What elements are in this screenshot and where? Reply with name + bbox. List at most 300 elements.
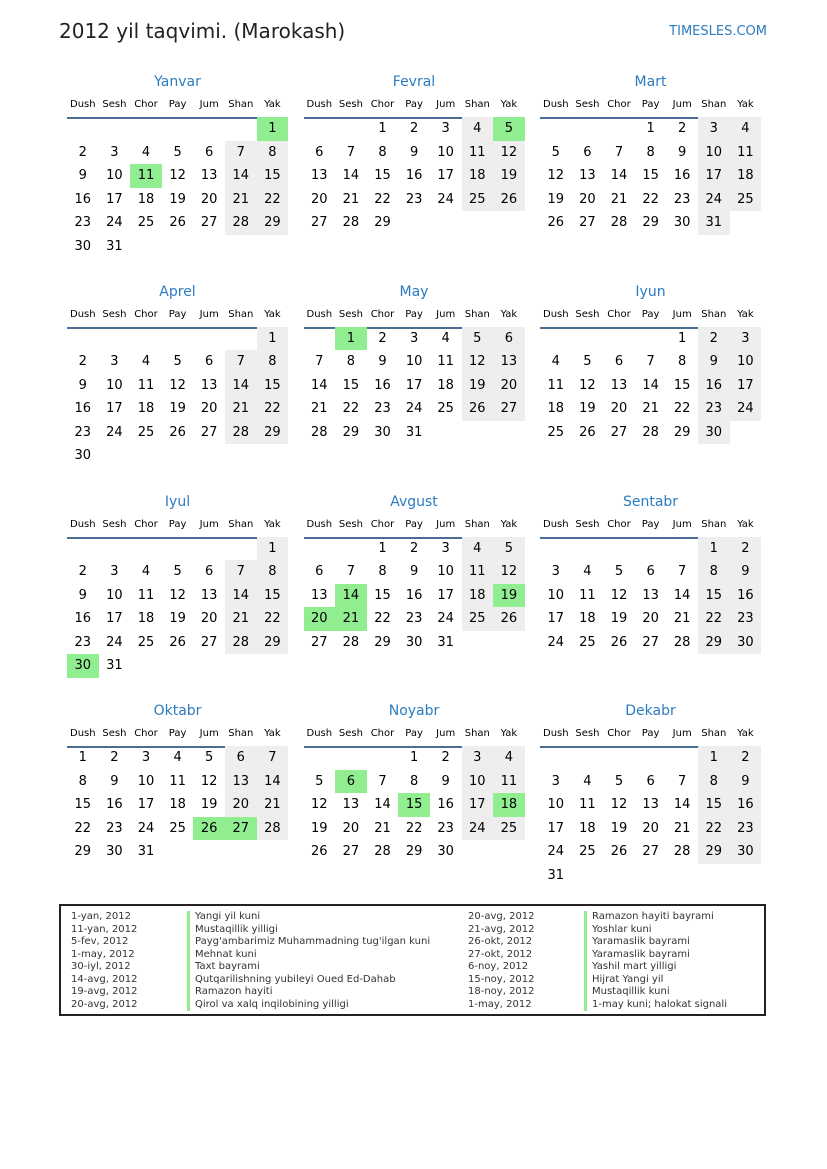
weekday-label: Yak	[737, 518, 754, 530]
day-cell: 30	[405, 634, 423, 650]
day-cell: 18	[137, 191, 155, 207]
day-cell: 2	[409, 540, 419, 556]
day-cell: 23	[74, 215, 92, 230]
weekday-label: Chor	[134, 308, 158, 320]
day-cell: 8	[257, 560, 289, 584]
weekday-label: Pay	[641, 99, 660, 110]
legend-color-bar	[187, 924, 190, 937]
legend-row	[71, 999, 391, 1012]
day-cell: 31	[106, 658, 123, 674]
day-cell: 28	[257, 817, 289, 841]
day-cell: 28	[342, 634, 360, 650]
day-cell: 16	[74, 191, 92, 207]
weekday-label: Jum	[199, 728, 219, 740]
day-cell: 2	[78, 354, 87, 370]
day-cell: 7	[678, 564, 687, 580]
day-cell: 28	[642, 424, 659, 440]
day-cell: 22	[698, 607, 730, 631]
day-cell: 10	[437, 564, 454, 580]
legend-date: 1-may, 2012	[468, 998, 532, 1010]
day-cell: 30	[730, 840, 762, 864]
day-cell: 16	[673, 168, 691, 183]
weekday-label: Shan	[464, 728, 490, 740]
weekday-label: Dush	[306, 308, 333, 320]
day-cell: 14	[610, 168, 628, 183]
day-cell: 18	[730, 164, 762, 188]
day-cell: 29	[257, 421, 289, 445]
weekday-label: Sesh	[575, 99, 600, 110]
day-cell: 7	[678, 773, 687, 789]
day-cell: 3	[551, 564, 560, 580]
day-cell: 12	[579, 377, 596, 393]
day-cell: 6	[205, 144, 214, 160]
day-cell: 26	[610, 844, 628, 860]
day-cell: 16	[74, 401, 92, 417]
weekday-header	[67, 99, 288, 119]
day-cell: 23	[74, 634, 92, 650]
legend-holiday-name: Ramazon hayiti bayrami	[592, 911, 714, 922]
weekday-header	[304, 519, 525, 539]
legend-holiday-name: Mustaqillik yilligi	[195, 923, 278, 935]
day-cell: 12	[169, 587, 186, 603]
day-cell: 17	[437, 587, 454, 603]
day-cell: 27	[493, 397, 525, 421]
day-cell: 30	[74, 238, 92, 254]
legend-holiday-name: Mustaqillik kuni	[592, 986, 670, 997]
day-cell: 13	[200, 587, 218, 603]
day-cell: 3	[462, 746, 494, 770]
day-cell: 25	[169, 820, 186, 836]
day-cell: 8	[346, 354, 356, 370]
legend-row	[468, 974, 788, 987]
day-cell: 16	[730, 584, 762, 608]
day-cell: 5	[614, 564, 624, 580]
day-cell: 29	[405, 844, 423, 860]
weekday-label: Shan	[701, 99, 727, 110]
day-cell: 3	[110, 144, 119, 160]
legend-holiday-name: Qutqarilishning yubileyi Oued Ed-Dahab	[195, 973, 396, 985]
weekday-label: Pay	[641, 308, 660, 320]
day-cell: 18	[462, 584, 494, 608]
day-cell: 25	[137, 634, 155, 650]
day-cell: 24	[437, 191, 454, 207]
legend-color-bar	[584, 999, 587, 1012]
day-cell: 27	[642, 844, 659, 860]
day-cell: 20	[642, 820, 659, 836]
weekday-label: Yak	[737, 99, 754, 110]
day-cell: 10	[437, 144, 454, 160]
weekday-header	[67, 519, 288, 539]
day-cell: 17	[437, 168, 454, 183]
month-yanvar	[67, 72, 288, 272]
legend-color-bar	[187, 949, 190, 962]
day-cell: 2	[678, 121, 687, 136]
day-cell: 5	[173, 564, 182, 580]
day-cell: 29	[642, 215, 659, 230]
day-cell: 26	[579, 424, 596, 440]
day-cell: 6	[225, 746, 257, 770]
day-cell: 27	[200, 215, 218, 230]
day-cell: 2	[378, 330, 387, 346]
day-cell: 17	[106, 401, 123, 417]
day-cell: 9	[678, 144, 687, 160]
day-cell: 30	[106, 844, 123, 860]
holiday-day-cell: 1	[257, 117, 289, 141]
day-cell: 28	[374, 844, 391, 860]
day-cell: 22	[257, 188, 289, 212]
day-cell: 29	[374, 215, 391, 230]
day-cell: 26	[493, 607, 525, 631]
month-name: Avgust	[390, 493, 438, 510]
day-cell: 17	[137, 797, 155, 813]
month-noyabr	[304, 701, 525, 901]
day-cell: 19	[169, 401, 186, 417]
weekday-label: Chor	[370, 518, 395, 530]
day-cell: 20	[225, 793, 257, 817]
day-cell: 2	[78, 564, 87, 580]
day-cell: 20	[311, 191, 328, 207]
day-cell: 7	[346, 144, 356, 160]
day-cell: 18	[137, 401, 155, 417]
day-cell: 2	[730, 746, 762, 770]
day-cell: 31	[698, 211, 730, 235]
day-cell: 3	[441, 540, 450, 556]
legend-row	[468, 949, 788, 962]
day-cell: 28	[673, 634, 691, 650]
day-cell: 10	[547, 797, 565, 813]
day-cell: 11	[437, 354, 454, 370]
day-cell: 20	[610, 401, 628, 417]
weekday-label: Pay	[168, 99, 187, 110]
weekday-label: Yak	[264, 728, 281, 740]
site-link[interactable]: TIMESLES.COM	[669, 24, 767, 39]
day-cell: 19	[579, 401, 596, 417]
day-cell: 19	[493, 164, 525, 188]
day-cell: 10	[106, 168, 123, 183]
weekday-label: Yak	[264, 518, 281, 530]
weekday-label: Jum	[436, 308, 456, 320]
day-cell: 27	[200, 634, 218, 650]
day-cell: 21	[642, 401, 659, 417]
weekday-label: Yak	[737, 728, 754, 740]
day-cell: 3	[141, 750, 151, 766]
day-cell: 25	[547, 424, 565, 440]
legend-date: 20-avg, 2012	[71, 998, 138, 1010]
weekday-label: Chor	[370, 99, 395, 110]
day-cell: 24	[437, 611, 454, 627]
day-cell: 13	[642, 587, 659, 603]
legend-color-bar	[584, 924, 587, 937]
weekday-label: Dush	[543, 308, 569, 320]
day-cell: 15	[374, 587, 391, 603]
legend-color-bar	[584, 949, 587, 962]
legend-color-bar	[584, 961, 587, 974]
weekday-header	[540, 728, 761, 748]
weekday-label: Jum	[672, 99, 692, 110]
weekday-header	[67, 309, 288, 329]
day-cell: 4	[462, 537, 494, 561]
legend-date: 11-yan, 2012	[71, 923, 138, 935]
weekday-label: Chor	[607, 308, 631, 320]
weekday-label: Pay	[168, 308, 187, 320]
day-cell: 11	[547, 377, 565, 393]
day-cell: 15	[698, 793, 730, 817]
legend-holiday-name: Yaramaslik bayrami	[592, 936, 690, 947]
day-cell: 26	[610, 634, 628, 650]
weekday-header	[304, 728, 525, 748]
day-cell: 29	[698, 840, 730, 864]
weekday-label: Yak	[500, 308, 518, 320]
day-cell: 12	[493, 141, 525, 165]
day-cell: 13	[311, 168, 328, 183]
day-cell: 10	[547, 587, 565, 603]
day-cell: 22	[642, 191, 659, 207]
legend-color-bar	[584, 936, 587, 949]
day-cell: 3	[441, 121, 450, 136]
day-cell: 4	[173, 750, 182, 766]
day-cell: 28	[225, 421, 257, 445]
day-cell: 1	[646, 121, 655, 136]
day-cell: 11	[730, 141, 762, 165]
day-cell: 17	[462, 793, 494, 817]
weekday-label: Pay	[168, 518, 187, 530]
weekday-label: Sesh	[102, 518, 127, 530]
day-cell: 17	[106, 191, 123, 207]
legend-date: 1-may, 2012	[71, 948, 135, 960]
day-cell: 6	[493, 327, 525, 351]
legend-row	[468, 961, 788, 974]
legend-color-bar	[584, 986, 587, 999]
legend-date: 18-noy, 2012	[468, 986, 535, 997]
month-name: Fevral	[392, 74, 436, 90]
day-cell: 3	[110, 354, 119, 370]
day-cell: 5	[551, 144, 560, 160]
weekday-label: Dush	[70, 308, 96, 320]
legend-row	[468, 911, 788, 924]
holiday-day-cell: 15	[398, 793, 430, 817]
day-cell: 23	[730, 817, 762, 841]
weekday-label: Jum	[199, 518, 219, 530]
day-cell: 31	[437, 634, 454, 650]
legend-date: 27-okt, 2012	[468, 948, 533, 960]
day-cell: 23	[405, 611, 423, 627]
day-cell: 1	[257, 327, 289, 351]
day-cell: 15	[74, 797, 92, 813]
day-cell: 16	[106, 797, 123, 813]
day-cell: 21	[225, 397, 257, 421]
day-cell: 1	[257, 537, 289, 561]
day-cell: 30	[437, 844, 454, 860]
day-cell: 10	[462, 770, 494, 794]
day-cell: 7	[225, 560, 257, 584]
day-cell: 17	[106, 611, 123, 627]
day-cell: 19	[169, 611, 186, 627]
day-cell: 29	[698, 631, 730, 655]
day-cell: 11	[137, 377, 155, 393]
weekday-label: Chor	[607, 99, 631, 110]
day-cell: 26	[169, 215, 186, 230]
holiday-day-cell: 1	[335, 327, 367, 351]
weekday-label: Dush	[543, 518, 569, 530]
day-cell: 22	[257, 607, 289, 631]
day-cell: 11	[579, 797, 596, 813]
day-cell: 8	[378, 144, 387, 160]
weekday-label: Pay	[168, 728, 187, 740]
day-cell: 19	[462, 374, 494, 398]
day-cell: 6	[614, 354, 624, 370]
day-cell: 5	[173, 144, 182, 160]
day-cell: 14	[673, 797, 691, 813]
day-cell: 11	[462, 560, 494, 584]
day-cell: 30	[730, 631, 762, 655]
day-cell: 21	[610, 191, 628, 207]
weekday-label: Dush	[306, 99, 333, 110]
day-cell: 27	[200, 424, 218, 440]
day-cell: 4	[462, 117, 494, 141]
day-cell: 27	[311, 634, 328, 650]
day-cell: 2	[78, 144, 87, 160]
legend-date: 1-yan, 2012	[71, 911, 131, 922]
day-cell: 4	[730, 117, 762, 141]
day-cell: 17	[547, 820, 565, 836]
legend-holiday-name: Hijrat Yangi yil	[592, 973, 664, 985]
day-cell: 7	[225, 141, 257, 165]
day-cell: 1	[678, 330, 687, 346]
day-cell: 2	[698, 327, 730, 351]
day-cell: 9	[698, 350, 730, 374]
day-cell: 2	[441, 750, 450, 766]
day-cell: 23	[730, 607, 762, 631]
day-cell: 1	[698, 746, 730, 770]
day-cell: 18	[137, 611, 155, 627]
day-cell: 22	[342, 401, 360, 417]
day-cell: 18	[437, 377, 454, 393]
day-cell: 26	[547, 215, 565, 230]
legend-date: 20-avg, 2012	[468, 911, 535, 922]
weekday-label: Jum	[436, 728, 456, 740]
day-cell: 23	[437, 820, 454, 836]
day-cell: 6	[646, 773, 655, 789]
day-cell: 9	[78, 377, 87, 393]
day-cell: 20	[200, 401, 218, 417]
day-cell: 29	[342, 424, 360, 440]
month-mart	[540, 72, 761, 272]
day-cell: 9	[110, 773, 119, 789]
day-cell: 30	[74, 448, 92, 464]
day-cell: 20	[642, 611, 659, 627]
day-cell: 5	[462, 327, 494, 351]
weekday-label: Sesh	[338, 728, 363, 740]
weekday-label: Dush	[543, 728, 569, 740]
weekday-label: Dush	[543, 99, 569, 110]
day-cell: 7	[346, 564, 356, 580]
legend-holiday-name: Taxt bayrami	[195, 961, 260, 972]
month-name: Noyabr	[388, 703, 440, 720]
day-cell: 13	[642, 797, 659, 813]
legend-color-bar	[187, 974, 190, 987]
day-cell: 11	[137, 587, 155, 603]
day-cell: 13	[225, 770, 257, 794]
day-cell: 4	[141, 144, 151, 160]
day-cell: 21	[257, 793, 289, 817]
day-cell: 18	[169, 797, 186, 813]
day-cell: 13	[200, 377, 218, 393]
weekday-label: Jum	[436, 518, 456, 530]
legend-date: 30-iyl, 2012	[71, 961, 131, 972]
day-cell: 29	[257, 211, 289, 235]
day-cell: 22	[374, 191, 391, 207]
weekday-label: Jum	[672, 308, 692, 320]
legend-holiday-name: Yoshlar kuni	[592, 923, 652, 935]
day-cell: 27	[579, 215, 596, 230]
month-may	[304, 282, 525, 482]
day-cell: 17	[547, 611, 565, 627]
day-cell: 11	[169, 773, 186, 789]
day-cell: 2	[110, 750, 119, 766]
weekday-label: Shan	[701, 518, 727, 530]
legend-color-bar	[187, 911, 190, 924]
day-cell: 28	[673, 844, 691, 860]
day-cell: 23	[673, 191, 691, 207]
weekday-label: Yak	[264, 308, 281, 320]
legend-holiday-name: Yaramaslik bayrami	[592, 948, 690, 960]
day-cell: 23	[106, 820, 123, 836]
day-cell: 27	[642, 634, 659, 650]
day-cell: 1	[378, 121, 387, 136]
day-cell: 14	[225, 374, 257, 398]
weekday-label: Chor	[370, 308, 395, 320]
day-cell: 18	[579, 611, 596, 627]
day-cell: 18	[547, 401, 565, 417]
legend-holiday-name: Yangi yil kuni	[195, 911, 261, 922]
day-cell: 12	[493, 560, 525, 584]
day-cell: 12	[169, 377, 186, 393]
day-cell: 16	[374, 377, 391, 393]
weekday-label: Yak	[737, 308, 754, 320]
weekday-header	[540, 309, 761, 329]
weekday-label: Jum	[672, 728, 692, 740]
day-cell: 8	[698, 560, 730, 584]
day-cell: 25	[579, 844, 596, 860]
legend-holiday-name: Yashil mart yilligi	[592, 961, 677, 972]
weekday-label: Chor	[370, 728, 395, 740]
legend-date: 14-avg, 2012	[71, 973, 138, 985]
weekday-label: Sesh	[102, 99, 127, 110]
day-cell: 14	[225, 164, 257, 188]
holiday-day-cell: 20	[304, 607, 336, 631]
day-cell: 10	[405, 354, 423, 370]
day-cell: 22	[257, 397, 289, 421]
weekday-label: Dush	[70, 518, 96, 530]
day-cell: 25	[137, 215, 155, 230]
weekday-label: Shan	[464, 308, 490, 320]
weekday-label: Jum	[199, 99, 219, 110]
weekday-label: Chor	[134, 728, 158, 740]
legend-holiday-name: Ramazon hayiti	[195, 986, 273, 997]
legend-row	[71, 961, 391, 974]
day-cell: 10	[106, 587, 123, 603]
day-cell: 16	[405, 168, 423, 183]
day-cell: 10	[137, 773, 155, 789]
day-cell: 8	[409, 773, 419, 789]
weekday-label: Pay	[405, 518, 423, 530]
weekday-label: Shan	[228, 518, 254, 530]
day-cell: 30	[698, 421, 730, 445]
day-cell: 24	[106, 424, 123, 440]
day-cell: 13	[579, 168, 596, 183]
month-name: Aprel	[159, 283, 196, 300]
month-dekabr	[540, 701, 761, 901]
